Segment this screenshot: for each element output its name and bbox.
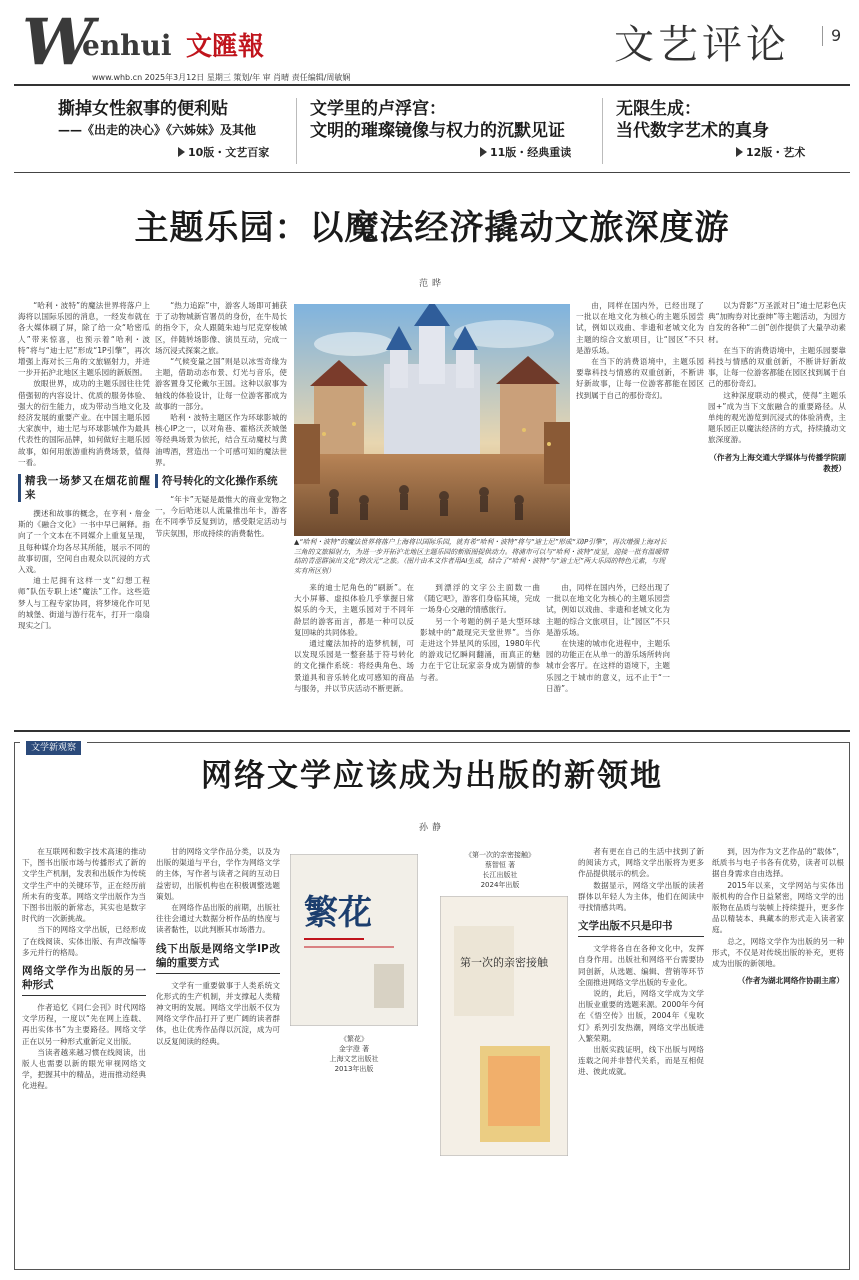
teaser-ref: 10版・文艺百家 bbox=[178, 146, 269, 160]
teaser-2[interactable] bbox=[310, 90, 600, 170]
paragraph: 在互联网和数字技术高速的推动下，图书出版市场与传播形式了新的文学生产机制，发表和出版作为传统文学生产中的关键环节，正在经历前所未有的变革。网络文学出版作为当下图书出版的新常态，其实也是数字时代的一次新挑战。 bbox=[22, 847, 146, 924]
paragraph: 出版实践证明，线下出版与网络连载之间并非替代关系，而是互相促进、彼此成就。 bbox=[578, 1045, 704, 1077]
article1-column-2 bbox=[155, 300, 287, 720]
play-triangle-icon bbox=[480, 147, 487, 157]
paragraph: 在快速的城市化进程中，主题乐园的功能正在从单一的游乐场所转向城市会客厅。在这样的语境下，主题乐园之于城市的意义，远不止于“一日游”。 bbox=[546, 639, 670, 693]
teaser-3[interactable] bbox=[616, 90, 846, 170]
teaser-rule bbox=[14, 172, 850, 173]
paragraph: 另一个考题的例子是大型环球影城中的“最现完天堂世界”。当你走进这个异星风的乐园，1980年代的游戏记忆瞬间翻涌，而真正的魅力在于它让玩家亲身成为剧情的参与者。 bbox=[420, 616, 540, 682]
photo-caption: ▲“哈利・波特”的魔法世界将落户上海将以国际乐园，就有希“哈利・波特”将与“迪士尼”形成“双IP引擎”，再次增强上海对长三角的文旅辐射力，为进一步开拓沪北地区主题乐园的新版图提供动力。将浦市可以与“哈利・波特”度显，迎接一批有温暖情结的青涩群演出文化“跨次元”之旅。（图片由本文作者用AI生成，结合了“哈利・波特”与“迪士尼”两大乐园的特色元素，与现实有所区别） bbox=[294, 538, 669, 575]
logo-w: W bbox=[22, 5, 92, 80]
paragraph: 作者追忆《同仁会刊》时代网络文学历程，一度以“先在网上连载、再出实体书”为主要路径。网络文学正在以另一种形式重新定义出版。 bbox=[22, 1003, 146, 1046]
teaser-divider bbox=[296, 98, 297, 164]
paragraph: 文学将各自在各种文化中，发挥自身作用。出版社和网络平台需要协同创新，从选题、编辑、营销等环节全面推进网络文学出版的专业化。 bbox=[578, 944, 704, 987]
article1-column-6 bbox=[708, 300, 846, 720]
teaser-title: 文学里的卢浮宫： bbox=[310, 99, 446, 119]
article2-subhead-1: 网络文学作为出版的另一种形式 bbox=[22, 964, 146, 996]
play-triangle-icon bbox=[178, 147, 185, 157]
paragraph: 甘的网络文学作品分类，以及为出版的渠道与平台，学作为网络文学的主体，写作者与读者之间的互动日益密切，出版机构也在积极调整选题策划。 bbox=[156, 847, 280, 901]
teaser-subtitle: 文明的璀璨镜像与权力的沉默见证 bbox=[310, 121, 565, 141]
play-triangle-icon bbox=[736, 147, 743, 157]
teaser-divider bbox=[602, 98, 603, 164]
book-covers bbox=[290, 850, 570, 1262]
svg-text:繁花: 繁花 bbox=[304, 893, 372, 933]
teaser-subtitle: 当代数字艺术的真身 bbox=[616, 121, 769, 141]
article2-column-4 bbox=[578, 846, 704, 1262]
article2-column-2 bbox=[156, 846, 280, 1262]
paragraph: 到漂浮的文字公主面数一曲《随它吧》，游客们身临其境，完成一场身心交融的情感旅行。 bbox=[420, 583, 540, 615]
section-title: 文艺评论 bbox=[614, 22, 790, 68]
article1-author-note: （作者为上海交通大学媒体与传播学院副教授） bbox=[709, 452, 846, 473]
castle-illustration bbox=[294, 304, 570, 536]
teaser-title: 无限生成： bbox=[616, 99, 701, 119]
dateline: www.whb.cn 2025年3月12日 星期三 策划/年 审 肖晴 责任编辑/周敏娴 bbox=[92, 73, 351, 82]
section-rule bbox=[14, 730, 850, 732]
logo-latin: enhui bbox=[82, 29, 172, 62]
article2-column-5 bbox=[712, 846, 844, 1262]
paragraph: 当下的网络文学出版，已经形成了在线阅读、实体出版、有声改编等多元并行的格局。 bbox=[22, 925, 146, 957]
paragraph: 在当下的消费语境中，主题乐园要靠科技与情感的双重创新，不断讲好新故事，让每一位游客都能在园区找到属于自己的那份奇幻。 bbox=[576, 357, 704, 400]
article1-column-5 bbox=[546, 582, 670, 720]
book-cover-fanhua bbox=[290, 854, 418, 1026]
paragraph: 在网络作品出版的前期，出版社往往会通过大数据分析作品的热度与读者黏性，以此判断其市场潜力。 bbox=[156, 903, 280, 935]
book-caption-1: 《繁花》 金宇澄 著 上海文艺出版社 2013年出版 bbox=[329, 1035, 379, 1073]
article2-author-note: （作者为湖北网络作协副主席） bbox=[737, 976, 844, 986]
book-cover-first-intimate bbox=[440, 896, 568, 1156]
article2-byline: 孙静 bbox=[418, 823, 445, 833]
teaser-title: 撕掉女性叙事的便利贴 bbox=[58, 99, 228, 119]
paragraph: 总之，网络文学作为出版的另一种形式，不仅是对传统出版的补充，更将成为出版的新领地。 bbox=[712, 936, 844, 969]
article1-column-1 bbox=[18, 300, 150, 720]
paragraph: “热力追踪”中，游客人场即可捕获于了动物城新官署员的身份，在牛局长的指令下，众人跟随朱迪与尼克穿梭城区，伴随转场影像、演员互动，完成一场沉浸式探案之旅。 bbox=[155, 301, 287, 355]
paragraph: “哈利・波特”的魔法世界将落户上海将以国际乐园的消息，一经发布就在各大媒体刷了屏，除了给一众“哈密瓜人”带来惊喜，也预示着“哈利・波特”将与“迪士尼”形成“1P引擎”，再次增强上海对长三角的文旅辐射力，并进一步开拓沪北地区主题乐园的新版图。 bbox=[18, 301, 150, 378]
article2-tag: 文学新观察 bbox=[20, 738, 87, 755]
paragraph: 当读者越来越习惯在线阅读，出版人也需要以新的眼光审视网络文学，把握其中的精品，进而推动经典化进程。 bbox=[22, 1047, 146, 1091]
paragraph: 撰述和故事的概念，在亨利・詹金斯的《融合文化》一书中早已阐释。指向了一个文本在不同媒介上重复呈现，且每种媒介均各尽其所能，展示不同的故事切面，空间自由观众以沉浸的方式入戏。 bbox=[18, 509, 150, 575]
paragraph: 在当下的消费语境中，主题乐园要靠科技与情感的双重创新，不断讲好新故事，让每一位游客都能在园区找到属于自己的那份奇幻。 bbox=[708, 345, 846, 389]
teaser-ref: 11版・经典重读 bbox=[480, 146, 571, 160]
paragraph: “气候变量之国”则是以冰雪奇缘为主题，借助动态布景、灯光与音乐，使游客置身艾伦戴尔王国。这种以叙事为轴线的体验设计，让每一位游客都成为故事的一部分。 bbox=[155, 357, 287, 411]
article1-headline: 主题乐园：以魔法经济撬动文旅深度游 bbox=[134, 208, 730, 248]
article1-subhead-1: 精我一场梦又在烟花前醒来 bbox=[18, 474, 150, 502]
paragraph: 以为背影“万圣派对日”迪士尼彩色庆典“加购券对比蚕绅”等主题活动，为园方自发的各种“二创”创作提供了大量孕动素材。 bbox=[708, 301, 846, 344]
teasers bbox=[14, 90, 850, 170]
paragraph: 者有更在自己的生活中找到了新的阅读方式，网络文学出版将为更多作品提供展示的机会。 bbox=[578, 847, 704, 879]
article2-subhead-3: 文学出版不只是印书 bbox=[578, 919, 704, 937]
article1-subhead-2: 符号转化的文化操作系统 bbox=[155, 474, 287, 488]
paragraph: 哈利・波特主题区作为环球影城的核心IP之一，以对角巷、霍格沃茨城堡等经典场景为依托，结合互动魔杖与黄油啤酒，营造出一个可感可知的魔法世界。 bbox=[155, 413, 287, 467]
article1-column-4 bbox=[420, 582, 540, 720]
paragraph: 这种深度联动的模式，使得“主题乐园+”成为当下文旅融合的重要路径。从单纯的观光游览到沉浸式的体验消费，主题乐园正以魔法经济的方式，持续撬动文旅深度游。 bbox=[708, 390, 846, 445]
paragraph: 来的迪士尼角色的“刷新”。在大小屏幕、虚拟体验几乎掌握日常娱乐的今天，主题乐园对于不同年龄层的游客而言，都是一种可以反复回味的共同体验。 bbox=[294, 583, 414, 637]
page-number: 9 bbox=[822, 26, 841, 46]
paragraph: 放眼世界，成功的主题乐园往往凭借强韧的内容设计、优质的服务体验、强大的衍生能力，成为带动当地文化及经济发展的重要产业。在中国主题乐园大家族中，迪士尼与环球影城作为最具代表性的国际品牌，如何做好主题乐园故事，如何用旅游重构消费场景，值得一看。 bbox=[18, 379, 150, 467]
article1-byline: 范晔 bbox=[418, 279, 445, 289]
masthead bbox=[14, 5, 850, 92]
teaser-1[interactable] bbox=[58, 90, 298, 170]
teaser-ref: 12版・艺术 bbox=[736, 146, 805, 160]
paragraph: 数据显示，网络文学出版的读者群体以年轻人为主体，他们在阅读中寻找情感共鸣。 bbox=[578, 880, 704, 913]
book-caption-2: 《第一次的亲密接触》 蔡智恒 著 长江出版社 2024年出版 bbox=[465, 851, 535, 889]
castle-scene-image bbox=[294, 304, 570, 536]
article1-column-3 bbox=[294, 582, 414, 720]
paragraph: 说的，此后，网络文学成为文学出版业重要的选题来源。2000年今何在《悟空传》出版，2004年《鬼吹灯》系列引发热潮，网络文学出版进入繁荣期。 bbox=[578, 989, 704, 1043]
article2-column-1 bbox=[22, 846, 146, 1262]
paragraph: 2015年以来，文学网站与实体出版机构的合作日益紧密，网络文学的出版物在品质与装帧上持续提升，更多作品以精装本、典藏本的形式走入读者家庭。 bbox=[712, 880, 844, 935]
article2-subhead-2: 线下出版是网络文学IP改编的重要方式 bbox=[156, 942, 280, 974]
svg-text:第一次的亲密接触: 第一次的亲密接触 bbox=[460, 956, 548, 969]
paragraph: 迪士尼拥有这样一支“幻想工程师”队伍专职上述“魔法”工作。这些造梦人与工程专家协同，将梦境化作可见的城堡、街道与游行花车，打开一扇扇现实之门。 bbox=[18, 576, 150, 631]
article2-headline: 网络文学应该成为出版的新领地 bbox=[201, 758, 663, 794]
paragraph: 由，同样在国内外，已经出现了一批以在地文化为核心的主题乐园尝试，例如以戏曲、非遗和老城文化为主题的综合文旅项目，让“园区”不只是游乐场。 bbox=[546, 583, 670, 637]
paragraph: 文学有一重要做事于人类系统文化形式的生产机制，并支撑起人类精神文明的发展。网络文学出版不仅为网络文学作品打开了更广阔的读者群体，也让优秀作品得以沉淀，成为可以反复阅读的经典。 bbox=[156, 980, 280, 1046]
paragraph: 由，同样在国内外，已经出现了一批以在地文化为核心的主题乐园尝试，例如以戏曲、非遗和老城文化为主题的综合文旅项目，让“园区”不只是游乐场。 bbox=[576, 301, 704, 355]
teaser-subtitle: ——《出走的决心》《六姊妹》及其他 bbox=[58, 123, 257, 137]
article1-column-5a bbox=[576, 300, 704, 538]
top-rule bbox=[14, 84, 850, 86]
logo-cn: 文匯報 bbox=[186, 32, 265, 62]
paragraph: 到，因为作为文艺作品的“载体”，纸质书与电子书各有优势，读者可以根据自身需求自由选择。 bbox=[712, 847, 844, 879]
paragraph: 通过魔法加持的造梦机制，可以发现乐园是一整套基于符号转化的文化操作系统：将经典角色、场景道具和音乐转化成可感知的商品与服务，并以节庆活动不断更新。 bbox=[294, 639, 414, 693]
paragraph: “年卡”无疑是最惟大的商业宠物之一，今后哈迷以人流量推出年卡，游客在不同季节反复到访，感受限定活动与节庆氛围，形成持续的消费黏性。 bbox=[155, 495, 287, 538]
